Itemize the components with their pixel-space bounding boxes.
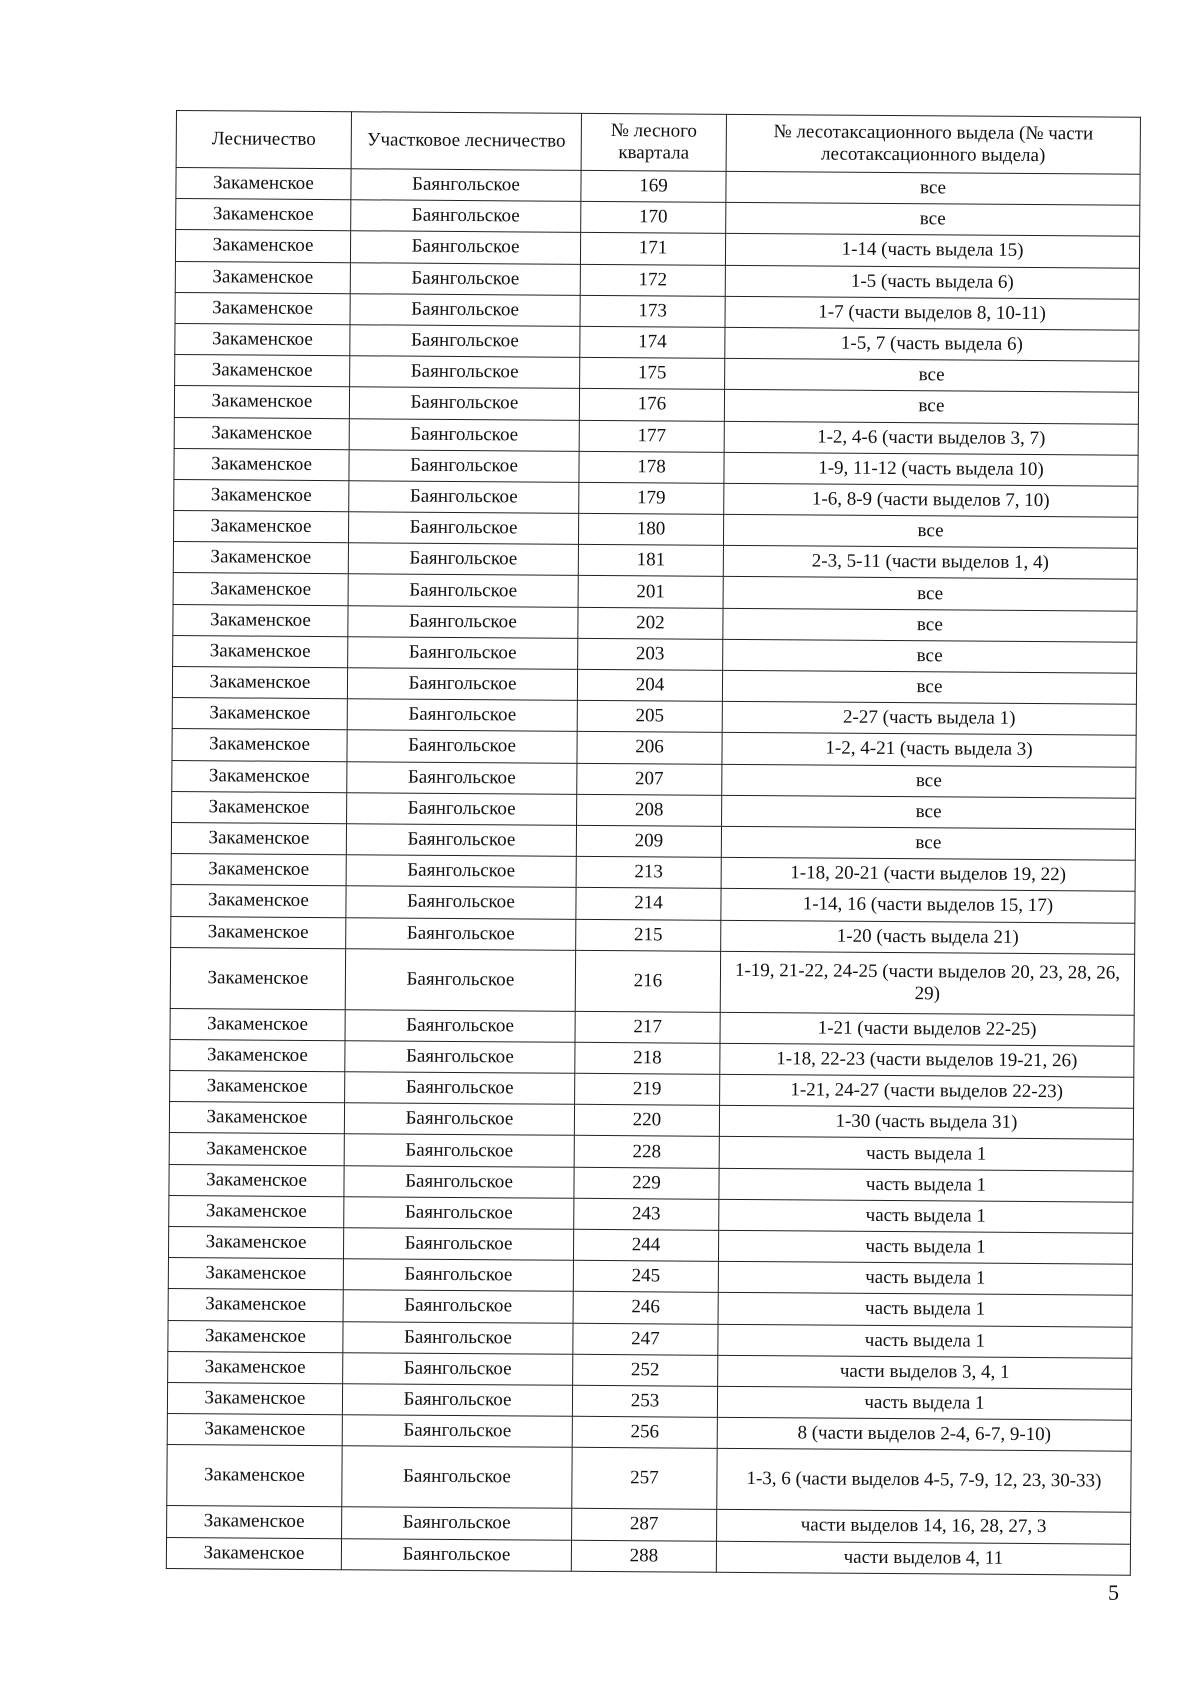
cell-quarter-number: 257 bbox=[572, 1448, 717, 1510]
cell-forestry: Закаменское bbox=[167, 1414, 342, 1446]
cell-forestry: Закаменское bbox=[174, 386, 349, 418]
cell-forestry: Закаменское bbox=[167, 1506, 342, 1538]
cell-quarter-number: 207 bbox=[577, 763, 722, 795]
cell-forestry: Закаменское bbox=[168, 1351, 343, 1383]
cell-plot-number: 2-3, 5-11 (части выделов 1, 4) bbox=[723, 546, 1137, 580]
cell-forestry: Закаменское bbox=[169, 1133, 344, 1165]
cell-plot-number: 1-18, 22-23 (части выделов 19-21, 26) bbox=[720, 1043, 1134, 1077]
cell-district-forestry: Баянгольское bbox=[347, 668, 577, 701]
cell-district-forestry: Баянгольское bbox=[347, 699, 577, 732]
cell-plot-number: 1-6, 8-9 (части выделов 7, 10) bbox=[724, 483, 1138, 517]
cell-district-forestry: Баянгольское bbox=[348, 574, 578, 607]
cell-quarter-number: 228 bbox=[574, 1136, 719, 1168]
forest-plots-table bbox=[166, 110, 1141, 1575]
cell-district-forestry: Баянгольское bbox=[344, 1197, 574, 1230]
cell-quarter-number: 245 bbox=[573, 1260, 718, 1292]
cell-forestry: Закаменское bbox=[175, 355, 350, 387]
cell-district-forestry: Баянгольское bbox=[346, 855, 576, 888]
cell-plot-number: часть выдела 1 bbox=[718, 1324, 1132, 1358]
cell-plot-number: 1-14 (часть выдела 15) bbox=[725, 234, 1139, 268]
cell-quarter-number: 208 bbox=[577, 794, 722, 826]
cell-district-forestry: Баянгольское bbox=[343, 1290, 573, 1323]
cell-quarter-number: 181 bbox=[578, 545, 723, 577]
cell-plot-number: часть выдела 1 bbox=[719, 1199, 1133, 1233]
cell-forestry: Закаменское bbox=[176, 199, 351, 231]
cell-district-forestry: Баянгольское bbox=[344, 1165, 574, 1198]
cell-plot-number: 1-14, 16 (части выделов 15, 17) bbox=[721, 889, 1135, 923]
cell-plot-number: часть выдела 1 bbox=[718, 1262, 1132, 1296]
cell-plot-number: части выделов 3, 4, 1 bbox=[718, 1355, 1132, 1389]
cell-forestry: Закаменское bbox=[169, 1195, 344, 1227]
cell-district-forestry: Баянгольское bbox=[350, 293, 580, 326]
cell-plot-number: все bbox=[724, 390, 1138, 424]
cell-district-forestry: Баянгольское bbox=[347, 730, 577, 763]
cell-plot-number: 1-30 (часть выдела 31) bbox=[719, 1106, 1133, 1140]
cell-district-forestry: Баянгольское bbox=[349, 387, 579, 420]
cell-forestry: Закаменское bbox=[174, 479, 349, 511]
cell-forestry: Закаменское bbox=[166, 1537, 341, 1569]
cell-forestry: Закаменское bbox=[173, 573, 348, 605]
cell-district-forestry: Баянгольское bbox=[345, 1072, 575, 1105]
cell-quarter-number: 170 bbox=[581, 202, 726, 234]
cell-quarter-number: 204 bbox=[577, 669, 722, 701]
cell-district-forestry: Баянгольское bbox=[343, 1352, 573, 1385]
cell-plot-number: все bbox=[723, 639, 1137, 673]
cell-district-forestry: Баянгольское bbox=[346, 886, 576, 919]
cell-forestry: Закаменское bbox=[172, 760, 347, 792]
cell-quarter-number: 252 bbox=[573, 1354, 718, 1386]
cell-forestry: Закаменское bbox=[170, 1039, 345, 1071]
cell-quarter-number: 217 bbox=[575, 1011, 720, 1043]
cell-district-forestry: Баянгольское bbox=[342, 1384, 572, 1417]
cell-district-forestry: Баянгольское bbox=[341, 1538, 571, 1571]
cell-quarter-number: 247 bbox=[573, 1323, 718, 1355]
header-district-forestry: Участковое лесничество bbox=[351, 112, 581, 171]
cell-plot-number: все bbox=[722, 764, 1136, 798]
cell-plot-number: все bbox=[726, 203, 1140, 237]
cell-district-forestry: Баянгольское bbox=[348, 605, 578, 638]
cell-plot-number: все bbox=[723, 514, 1137, 548]
cell-forestry: Закаменское bbox=[173, 604, 348, 636]
cell-district-forestry: Баянгольское bbox=[342, 1507, 572, 1540]
cell-quarter-number: 214 bbox=[576, 888, 721, 920]
cell-quarter-number: 180 bbox=[578, 513, 723, 545]
cell-plot-number: все bbox=[721, 826, 1135, 860]
cell-quarter-number: 218 bbox=[575, 1042, 720, 1074]
cell-plot-number: части выделов 14, 16, 28, 27, 3 bbox=[717, 1510, 1131, 1544]
table-header bbox=[176, 111, 1140, 175]
cell-district-forestry: Баянгольское bbox=[343, 1228, 573, 1261]
cell-forestry: Закаменское bbox=[170, 1071, 345, 1103]
cell-quarter-number: 174 bbox=[580, 326, 725, 358]
cell-forestry: Закаменское bbox=[173, 635, 348, 667]
cell-quarter-number: 171 bbox=[580, 233, 725, 265]
cell-quarter-number: 256 bbox=[572, 1416, 717, 1448]
cell-quarter-number: 219 bbox=[575, 1073, 720, 1105]
cell-forestry: Закаменское bbox=[173, 542, 348, 574]
cell-quarter-number: 172 bbox=[580, 264, 725, 296]
cell-forestry: Закаменское bbox=[171, 822, 346, 854]
cell-district-forestry: Баянгольское bbox=[349, 418, 579, 451]
cell-plot-number: 2-27 (часть выдела 1) bbox=[722, 702, 1136, 736]
cell-district-forestry: Баянгольское bbox=[349, 449, 579, 482]
cell-forestry: Закаменское bbox=[175, 323, 350, 355]
cell-district-forestry: Баянгольское bbox=[343, 1321, 573, 1354]
cell-district-forestry: Баянгольское bbox=[347, 792, 577, 825]
cell-plot-number: 1-5, 7 (часть выдела 6) bbox=[725, 327, 1139, 361]
cell-plot-number: 1-18, 20-21 (части выделов 19, 22) bbox=[721, 857, 1135, 891]
cell-plot-number: 1-19, 21-22, 24-25 (части выделов 20, 23, 28, 26, 29) bbox=[720, 951, 1134, 1015]
cell-quarter-number: 169 bbox=[581, 170, 726, 202]
cell-quarter-number: 246 bbox=[573, 1292, 718, 1324]
cell-forestry: Закаменское bbox=[174, 448, 349, 480]
cell-forestry: Закаменское bbox=[170, 1008, 345, 1040]
cell-quarter-number: 177 bbox=[579, 420, 724, 452]
cell-forestry: Закаменское bbox=[168, 1320, 343, 1352]
cell-quarter-number: 287 bbox=[572, 1509, 717, 1541]
header-row bbox=[176, 111, 1140, 175]
table-row bbox=[166, 1537, 1130, 1575]
cell-forestry: Закаменское bbox=[176, 168, 351, 200]
cell-plot-number: все bbox=[722, 670, 1136, 704]
table-body bbox=[166, 168, 1140, 1575]
cell-plot-number: части выделов 4, 11 bbox=[716, 1541, 1130, 1575]
cell-forestry: Закаменское bbox=[175, 292, 350, 324]
cell-district-forestry: Баянгольское bbox=[346, 824, 576, 857]
cell-quarter-number: 253 bbox=[572, 1385, 717, 1417]
cell-quarter-number: 244 bbox=[573, 1229, 718, 1261]
cell-plot-number: 1-20 (часть выдела 21) bbox=[721, 920, 1135, 954]
cell-forestry: Закаменское bbox=[173, 511, 348, 543]
cell-quarter-number: 201 bbox=[578, 576, 723, 608]
cell-plot-number: все bbox=[725, 358, 1139, 392]
cell-plot-number: 1-2, 4-6 (части выделов 3, 7) bbox=[724, 421, 1138, 455]
cell-quarter-number: 203 bbox=[578, 638, 723, 670]
cell-forestry: Закаменское bbox=[172, 791, 347, 823]
cell-plot-number: все bbox=[723, 577, 1137, 611]
table-row bbox=[167, 1445, 1131, 1513]
cell-plot-number: 1-5 (часть выдела 6) bbox=[725, 265, 1139, 299]
cell-quarter-number: 216 bbox=[575, 950, 720, 1012]
cell-forestry: Закаменское bbox=[175, 230, 350, 262]
cell-plot-number: 1-2, 4-21 (часть выдела 3) bbox=[722, 733, 1136, 767]
cell-district-forestry: Баянгольское bbox=[348, 543, 578, 576]
cell-forestry: Закаменское bbox=[168, 1289, 343, 1321]
cell-forestry: Закаменское bbox=[172, 698, 347, 730]
cell-forestry: Закаменское bbox=[167, 1382, 342, 1414]
cell-quarter-number: 178 bbox=[579, 451, 724, 483]
header-quarter-number: № лесного квартала bbox=[581, 113, 726, 171]
cell-plot-number: все bbox=[722, 795, 1136, 829]
cell-forestry: Закаменское bbox=[168, 1226, 343, 1258]
cell-district-forestry: Баянгольское bbox=[350, 231, 580, 264]
cell-plot-number: часть выдела 1 bbox=[718, 1230, 1132, 1264]
cell-plot-number: часть выдела 1 bbox=[717, 1386, 1131, 1420]
cell-district-forestry: Баянгольское bbox=[350, 262, 580, 295]
cell-forestry: Закаменское bbox=[170, 947, 345, 1009]
table-row bbox=[170, 947, 1134, 1015]
cell-plot-number: все bbox=[723, 608, 1137, 642]
cell-quarter-number: 205 bbox=[577, 701, 722, 733]
header-forestry: Лесничество bbox=[176, 111, 351, 169]
cell-district-forestry: Баянгольское bbox=[349, 481, 579, 514]
cell-quarter-number: 176 bbox=[579, 389, 724, 421]
cell-district-forestry: Баянгольское bbox=[344, 1134, 574, 1167]
cell-quarter-number: 243 bbox=[574, 1198, 719, 1230]
cell-plot-number: 1-7 (части выделов 8, 10-11) bbox=[725, 296, 1139, 330]
cell-forestry: Закаменское bbox=[172, 666, 347, 698]
cell-quarter-number: 213 bbox=[576, 856, 721, 888]
cell-quarter-number: 229 bbox=[574, 1167, 719, 1199]
cell-forestry: Закаменское bbox=[174, 417, 349, 449]
cell-plot-number: часть выдела 1 bbox=[718, 1293, 1132, 1327]
cell-quarter-number: 209 bbox=[576, 825, 721, 857]
cell-district-forestry: Баянгольское bbox=[346, 917, 576, 950]
cell-plot-number: 1-9, 11-12 (часть выдела 10) bbox=[724, 452, 1138, 486]
cell-quarter-number: 288 bbox=[571, 1540, 716, 1572]
cell-quarter-number: 173 bbox=[580, 295, 725, 327]
page-number: 5 bbox=[1108, 1580, 1119, 1605]
cell-plot-number: все bbox=[726, 171, 1140, 205]
cell-forestry: Закаменское bbox=[169, 1102, 344, 1134]
cell-plot-number: 1-3, 6 (части выделов 4-5, 7-9, 12, 23, 30-33) bbox=[717, 1449, 1131, 1513]
cell-forestry: Закаменское bbox=[172, 729, 347, 761]
cell-district-forestry: Баянгольское bbox=[342, 1415, 572, 1448]
cell-forestry: Закаменское bbox=[171, 916, 346, 948]
cell-district-forestry: Баянгольское bbox=[345, 1041, 575, 1074]
cell-district-forestry: Баянгольское bbox=[343, 1259, 573, 1292]
cell-district-forestry: Баянгольское bbox=[344, 1103, 574, 1136]
cell-district-forestry: Баянгольское bbox=[345, 948, 575, 1011]
cell-district-forestry: Баянгольское bbox=[351, 200, 581, 233]
cell-forestry: Закаменское bbox=[168, 1258, 343, 1290]
cell-plot-number: часть выдела 1 bbox=[719, 1137, 1133, 1171]
cell-district-forestry: Баянгольское bbox=[342, 1446, 572, 1509]
cell-quarter-number: 202 bbox=[578, 607, 723, 639]
cell-forestry: Закаменское bbox=[171, 885, 346, 917]
cell-district-forestry: Баянгольское bbox=[350, 325, 580, 358]
cell-plot-number: 8 (части выделов 2-4, 6-7, 9-10) bbox=[717, 1417, 1131, 1451]
cell-quarter-number: 220 bbox=[574, 1105, 719, 1137]
cell-district-forestry: Баянгольское bbox=[347, 761, 577, 794]
cell-district-forestry: Баянгольское bbox=[350, 356, 580, 389]
cell-forestry: Закаменское bbox=[175, 261, 350, 293]
cell-quarter-number: 179 bbox=[579, 482, 724, 514]
cell-district-forestry: Баянгольское bbox=[345, 1009, 575, 1042]
header-plot-number: № лесотаксационного выдела (№ части лесотаксационного выдела) bbox=[726, 114, 1140, 174]
cell-forestry: Закаменское bbox=[171, 854, 346, 886]
cell-district-forestry: Баянгольское bbox=[348, 512, 578, 545]
cell-district-forestry: Баянгольское bbox=[351, 169, 581, 202]
cell-forestry: Закаменское bbox=[167, 1445, 342, 1507]
cell-quarter-number: 175 bbox=[580, 357, 725, 389]
cell-plot-number: 1-21, 24-27 (части выделов 22-23) bbox=[720, 1074, 1134, 1108]
cell-plot-number: часть выдела 1 bbox=[719, 1168, 1133, 1202]
cell-quarter-number: 206 bbox=[577, 732, 722, 764]
cell-plot-number: 1-21 (части выделов 22-25) bbox=[720, 1012, 1134, 1046]
cell-quarter-number: 215 bbox=[576, 919, 721, 951]
cell-forestry: Закаменское bbox=[169, 1164, 344, 1196]
cell-district-forestry: Баянгольское bbox=[348, 637, 578, 670]
